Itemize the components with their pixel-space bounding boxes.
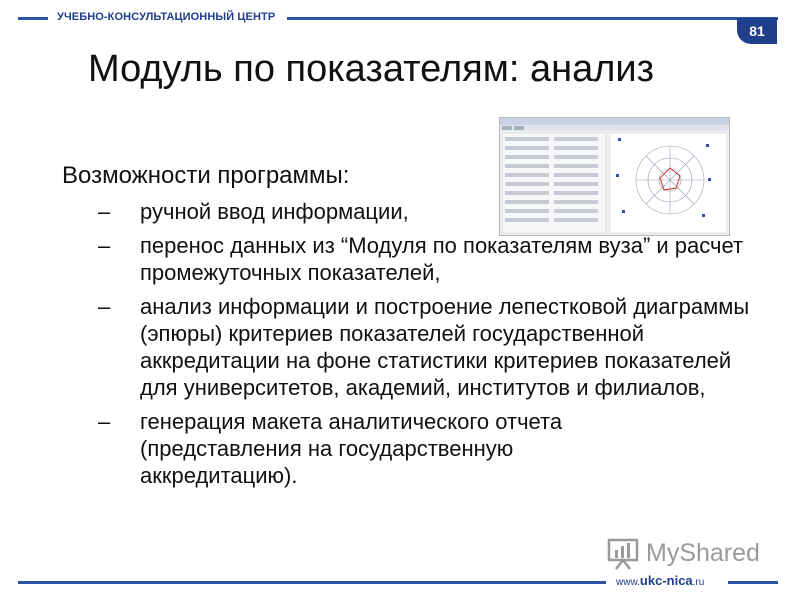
footer-url-suffix: .ru xyxy=(692,577,705,588)
feature-item xyxy=(98,198,788,225)
watermark-text: MyShared xyxy=(646,539,760,567)
feature-item xyxy=(98,293,750,401)
feature-text: ручной ввод информации, xyxy=(140,199,409,224)
feature-text: генерация макета аналитического отчета (представления на государственную аккредитацию). xyxy=(140,409,563,488)
bullet-dash: – xyxy=(98,199,111,224)
feature-text: перенос данных из “Модуля по показателям вуза” и расчет промежуточных показателей, xyxy=(140,233,744,285)
footer-rule-right xyxy=(728,581,778,584)
watermark-logo xyxy=(606,538,776,572)
footer-url xyxy=(616,573,704,588)
bullet-dash: – xyxy=(98,294,111,319)
header-rule-left xyxy=(18,17,48,20)
footer-url-prefix: www. xyxy=(616,577,640,588)
presentation-board-icon xyxy=(606,538,640,570)
header-rule-right xyxy=(287,17,778,20)
footer-url-main: ukc-nica xyxy=(639,573,693,588)
org-name: УЧЕБНО-КОНСУЛЬТАЦИОННЫЙ ЦЕНТР xyxy=(57,11,276,23)
bullet-dash: – xyxy=(98,233,111,258)
footer-rule-left xyxy=(18,581,606,584)
bullet-dash: – xyxy=(98,409,111,434)
lead-text: Возможности программы: xyxy=(62,162,350,189)
features-list xyxy=(98,198,788,496)
feature-item xyxy=(98,408,660,489)
feature-item xyxy=(98,232,780,286)
feature-text: анализ информации и построение лепестковой диаграммы (эпюры) критериев показателей государственной аккредитации на фоне статистики критериев показателей для университетов, академий, институтов и филиалов, xyxy=(140,294,750,400)
slide-number-badge: 81 xyxy=(737,18,777,44)
slide-title: Модуль по показателям: анализ xyxy=(88,48,655,90)
